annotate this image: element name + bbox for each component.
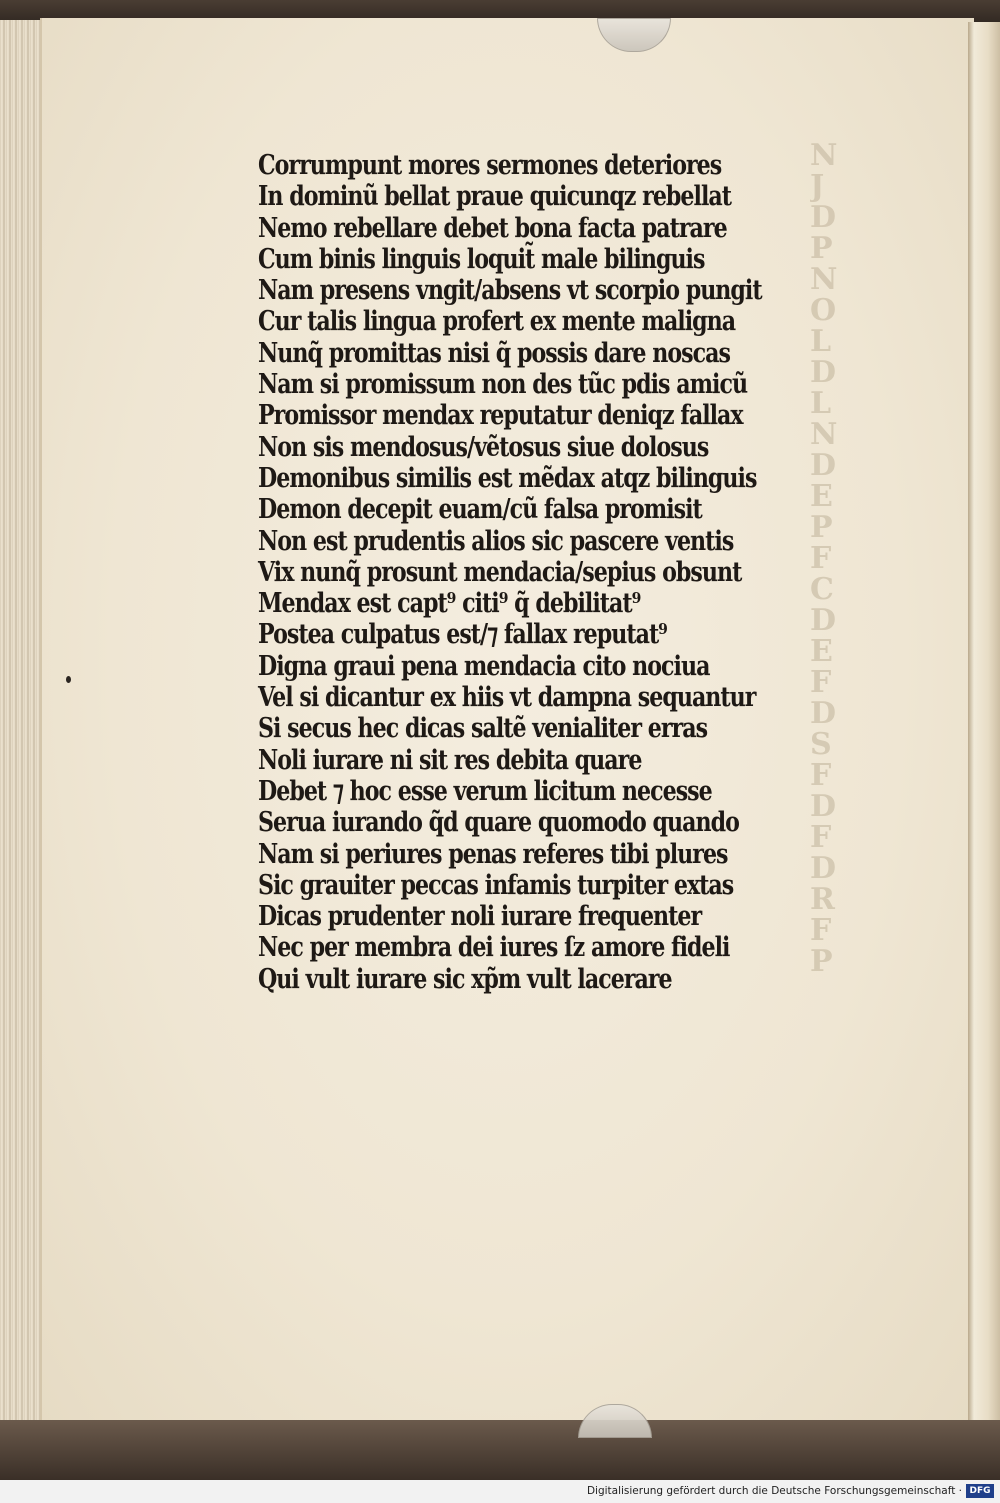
text-line: Nam presens vngit/absens vt scorpio pungit [258, 275, 762, 307]
text-line: Sic grauiter peccas infamis turpiter extas [258, 869, 734, 901]
text-line: Serua iurando q̃d quare quomodo quando [258, 807, 739, 839]
text-line: Nec per membra dei iures ſz amore fideli [258, 932, 730, 964]
ink-speck [66, 676, 71, 683]
text-line: Nemo rebellare debet bona facta patrare [258, 212, 727, 244]
text-line: Cum binis linguis loquit̃ male bilinguis [258, 243, 705, 275]
book-cover-bottom [0, 1420, 1000, 1480]
page-fold-right [968, 22, 1000, 1428]
text-line: Nam si promissum non des tũc pdis amicũ [258, 369, 748, 401]
text-line: Digna graui pena mendacia cito nociua [258, 650, 710, 682]
text-line: Vel si dicantur ex hiis vt dampna sequantur [258, 682, 756, 714]
text-line: Demonibus similis est mẽdax atqz bilinguis [258, 462, 757, 494]
text-line: Dicas prudenter noli iurare frequenter [258, 901, 702, 933]
footer-bar [0, 1480, 1000, 1503]
text-line: Noli iurare ni sit res debita quare [258, 744, 642, 776]
dfg-logo: DFG [966, 1484, 994, 1498]
show-through-text: N J D P N O L D L N D E P F C D E F D S F D F D R F P [810, 140, 837, 979]
text-line: Non est prudentis alios sic pascere ventis [258, 525, 734, 557]
text-line: Non sis mendosus/vẽtosus siue dolosus [258, 431, 709, 463]
text-line: Si secus hec dicas saltẽ venialiter erras [258, 713, 708, 745]
printed-text-block [258, 150, 838, 995]
text-line: Qui vult iurare sic xp̃m vult lacerare [258, 963, 672, 995]
text-line: Mendax est capt⁹ citi⁹ q̃ debilitat⁹ [258, 588, 641, 620]
text-line: Cur talis lingua profert ex mente maligna [258, 306, 736, 338]
text-line: Postea culpatus est/⁊ fallax reputat⁹ [258, 619, 667, 651]
text-line: In dominũ bellat praue quicunqz rebellat [258, 181, 731, 213]
text-line: Corrumpunt mores sermones deteriores [258, 150, 722, 181]
text-line: Nam si periures penas referes tibi plures [258, 838, 728, 870]
text-line: Promissor mendax reputatur deniqz fallax [258, 400, 743, 432]
text-line: Vix nunq̃ prosunt mendacia/sepius obsunt [258, 556, 742, 588]
text-line: Debet ⁊ hoc esse verum licitum necesse [258, 775, 712, 807]
text-line: Demon decepit euam/cũ falsa promisit [258, 494, 702, 526]
funding-credit: Digitalisierung gefördert durch die Deutsche Forschungsgemeinschaft · [586, 1485, 962, 1497]
text-line: Nunq̃ promittas nisi q̃ possis dare noscas [258, 337, 730, 369]
